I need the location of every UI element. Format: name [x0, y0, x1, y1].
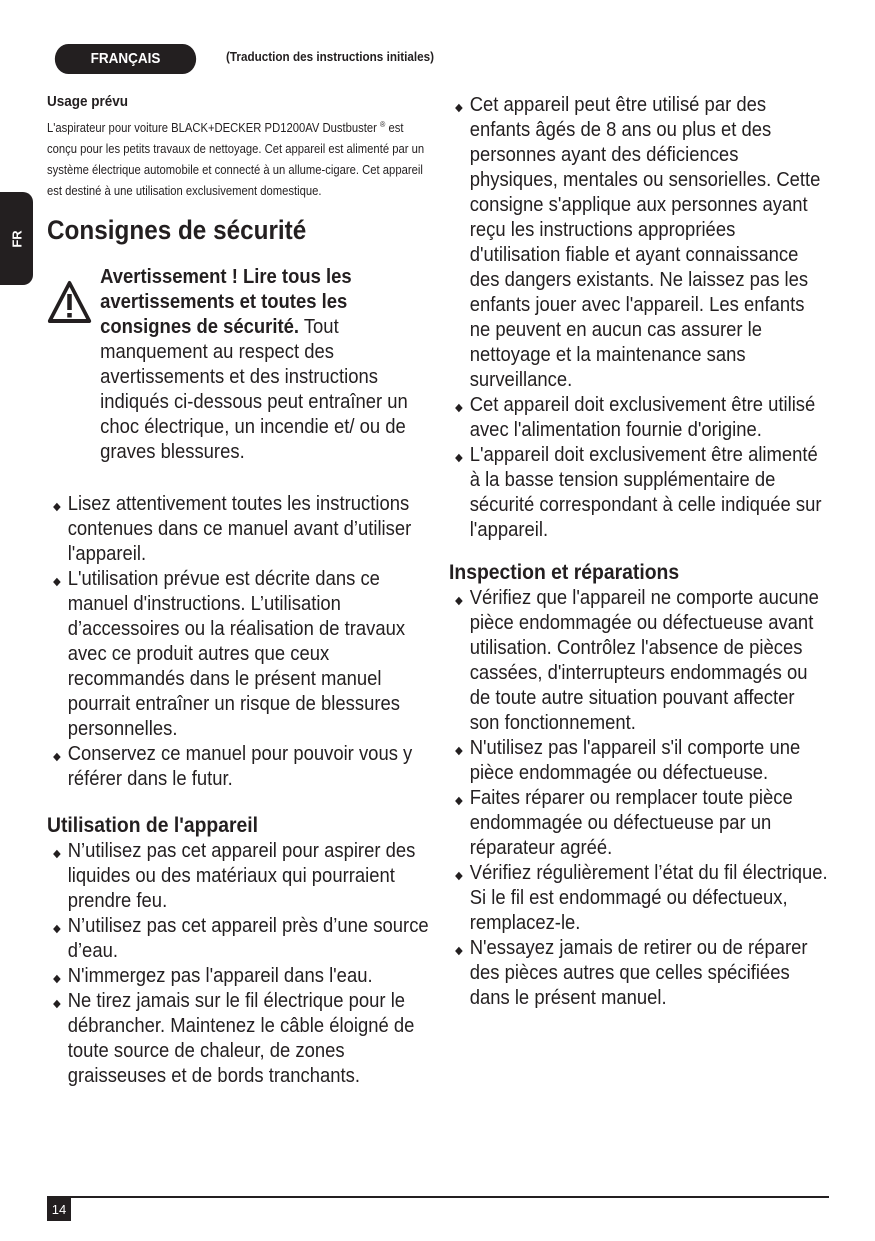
list-item-text: Lisez attentivement toutes les instructions contenues dans ce manuel avant d’utiliser l'appareil.	[67, 492, 412, 566]
diamond-bullet-icon	[53, 503, 61, 511]
diamond-bullet-icon	[455, 454, 463, 462]
warning-bold-text: Avertissement ! Lire tous les avertissements et toutes les consignes de sécurité.	[100, 265, 352, 339]
list-item-text: Cet appareil doit exclusivement être utilisé avec l'alimentation fournie d'origine.	[469, 393, 816, 441]
list-item	[449, 392, 829, 442]
diamond-bullet-icon	[455, 404, 463, 412]
diamond-bullet-icon	[455, 947, 463, 955]
intended-use-text-part-1: L'aspirateur pour voiture BLACK+DECKER PD1200AV Dustbuster	[47, 121, 377, 136]
list-item-text: L'appareil doit exclusivement être alimenté à la basse tension supplémentaire de sécurité correspondant à celle indiquée sur l'appareil.	[469, 443, 822, 541]
list-item-text: N'essayez jamais de retirer ou de réparer des pièces autres que celles spécifiées dans le présent manuel.	[469, 936, 808, 1009]
safety-list	[47, 491, 430, 791]
list-item	[449, 935, 829, 1010]
side-tab-label: FR	[9, 229, 24, 248]
list-item	[47, 491, 430, 566]
diamond-bullet-icon	[53, 1000, 61, 1008]
list-item-text: Conservez ce manuel pour pouvoir vous y référer dans le futur.	[67, 742, 413, 791]
list-item	[47, 566, 430, 741]
diamond-bullet-icon	[53, 753, 61, 761]
list-item	[47, 838, 430, 913]
list-item-text: L'utilisation prévue est décrite dans ce manuel d'instructions. L’utilisation d’accessoires ou la réalisation de travaux avec ce produit autres que ceux recommandés dans le présent manuel pourrait entraîner un risque de blessures personnelles.	[67, 567, 406, 741]
list-item-text: N’utilisez pas cet appareil près d’une source d’eau.	[67, 914, 429, 963]
list-item	[47, 988, 430, 1088]
diamond-bullet-icon	[455, 597, 463, 605]
list-item-text: Ne tirez jamais sur le fil électrique pour le débrancher. Maintenez le câble éloigné de toute source de chaleur, de zones graisseuses et de bords tranchants.	[67, 989, 415, 1088]
translation-note: (Traduction des instructions initiales)	[226, 49, 435, 64]
inspection-heading: Inspection et réparations	[449, 560, 680, 584]
list-item	[449, 92, 829, 392]
list-item-text: Vérifiez régulièrement l’état du fil électrique. Si le fil est endommagé ou défectueux, remplacez-le.	[469, 861, 828, 934]
appliance-use-heading: Utilisation de l'appareil	[47, 813, 259, 838]
diamond-bullet-icon	[53, 975, 61, 983]
list-item-text: Vérifiez que l'appareil ne comporte aucune pièce endommagée ou défectueuse avant utilisation. Contrôlez l'absence de pièces cassées, d'interrupteurs endommagés ou de toute autre situation pouvant affecter son fonctionnement.	[469, 586, 819, 734]
list-item	[47, 913, 430, 963]
list-item	[449, 785, 829, 860]
intended-use-heading: Usage prévu	[47, 93, 129, 110]
usage-restrictions-list	[449, 92, 829, 542]
appliance-use-list	[47, 838, 430, 1088]
warning-regular-text: Tout manquement au respect des avertissements et des instructions indiqués ci-dessous peut entraîner un choc électrique, un incendie et/ ou de graves blessures.	[100, 315, 408, 464]
diamond-bullet-icon	[53, 925, 61, 933]
list-item	[449, 585, 829, 735]
diamond-bullet-icon	[455, 747, 463, 755]
list-item-text: Faites réparer ou remplacer toute pièce endommagée ou défectueuse par un réparateur agréé.	[469, 786, 793, 859]
list-item	[449, 735, 829, 785]
list-item	[449, 442, 829, 542]
language-side-tab	[0, 192, 33, 285]
intended-use-text	[47, 114, 430, 202]
list-item-text: N'immergez pas l'appareil dans l'eau.	[67, 964, 373, 988]
trademark-symbol: ®	[380, 120, 386, 129]
diamond-bullet-icon	[53, 578, 61, 586]
diamond-bullet-icon	[53, 850, 61, 858]
inspection-list	[449, 585, 829, 1010]
diamond-bullet-icon	[455, 797, 463, 805]
list-item-text: N’utilisez pas cet appareil pour aspirer des liquides ou des matériaux qui pourraient prendre feu.	[67, 839, 416, 913]
list-item	[47, 963, 430, 988]
footer-divider	[47, 1196, 829, 1198]
warning-text	[100, 264, 430, 464]
list-item	[449, 860, 829, 935]
diamond-bullet-icon	[455, 872, 463, 880]
right-column	[449, 92, 829, 1010]
left-column	[47, 92, 430, 1088]
safety-heading: Consignes de sécurité	[47, 215, 307, 246]
list-item	[47, 741, 430, 791]
language-label: FRANÇAIS	[55, 44, 196, 74]
list-item-text: N'utilisez pas l'appareil s'il comporte une pièce endommagée ou défectueuse.	[469, 736, 801, 784]
page-number: 14	[47, 1198, 71, 1221]
general-warning	[47, 264, 430, 464]
intended-use-text-part-2: est conçu pour les petits travaux de nettoyage. Cet appareil est alimenté par un système électrique automobile et connecté à un allume-cigare. Cet appareil est destiné à une utilisation exclusivement domestique.	[47, 121, 425, 199]
list-item-text: Cet appareil peut être utilisé par des enfants âgés de 8 ans ou plus et des personnes ayant des déficiences physiques, mentales ou sensorielles. Cette consigne s'applique aux personnes ayant reçu les instructions appropriées d'utilisation fiable et ayant connaissance des dangers existants. Ne laissez pas les enfants jouer avec l'appareil. Les enfants ne peuvent en aucun cas assurer le nettoyage et la maintenance sans surveillance.	[469, 93, 821, 391]
diamond-bullet-icon	[455, 104, 463, 112]
warning-triangle-icon	[47, 280, 92, 324]
